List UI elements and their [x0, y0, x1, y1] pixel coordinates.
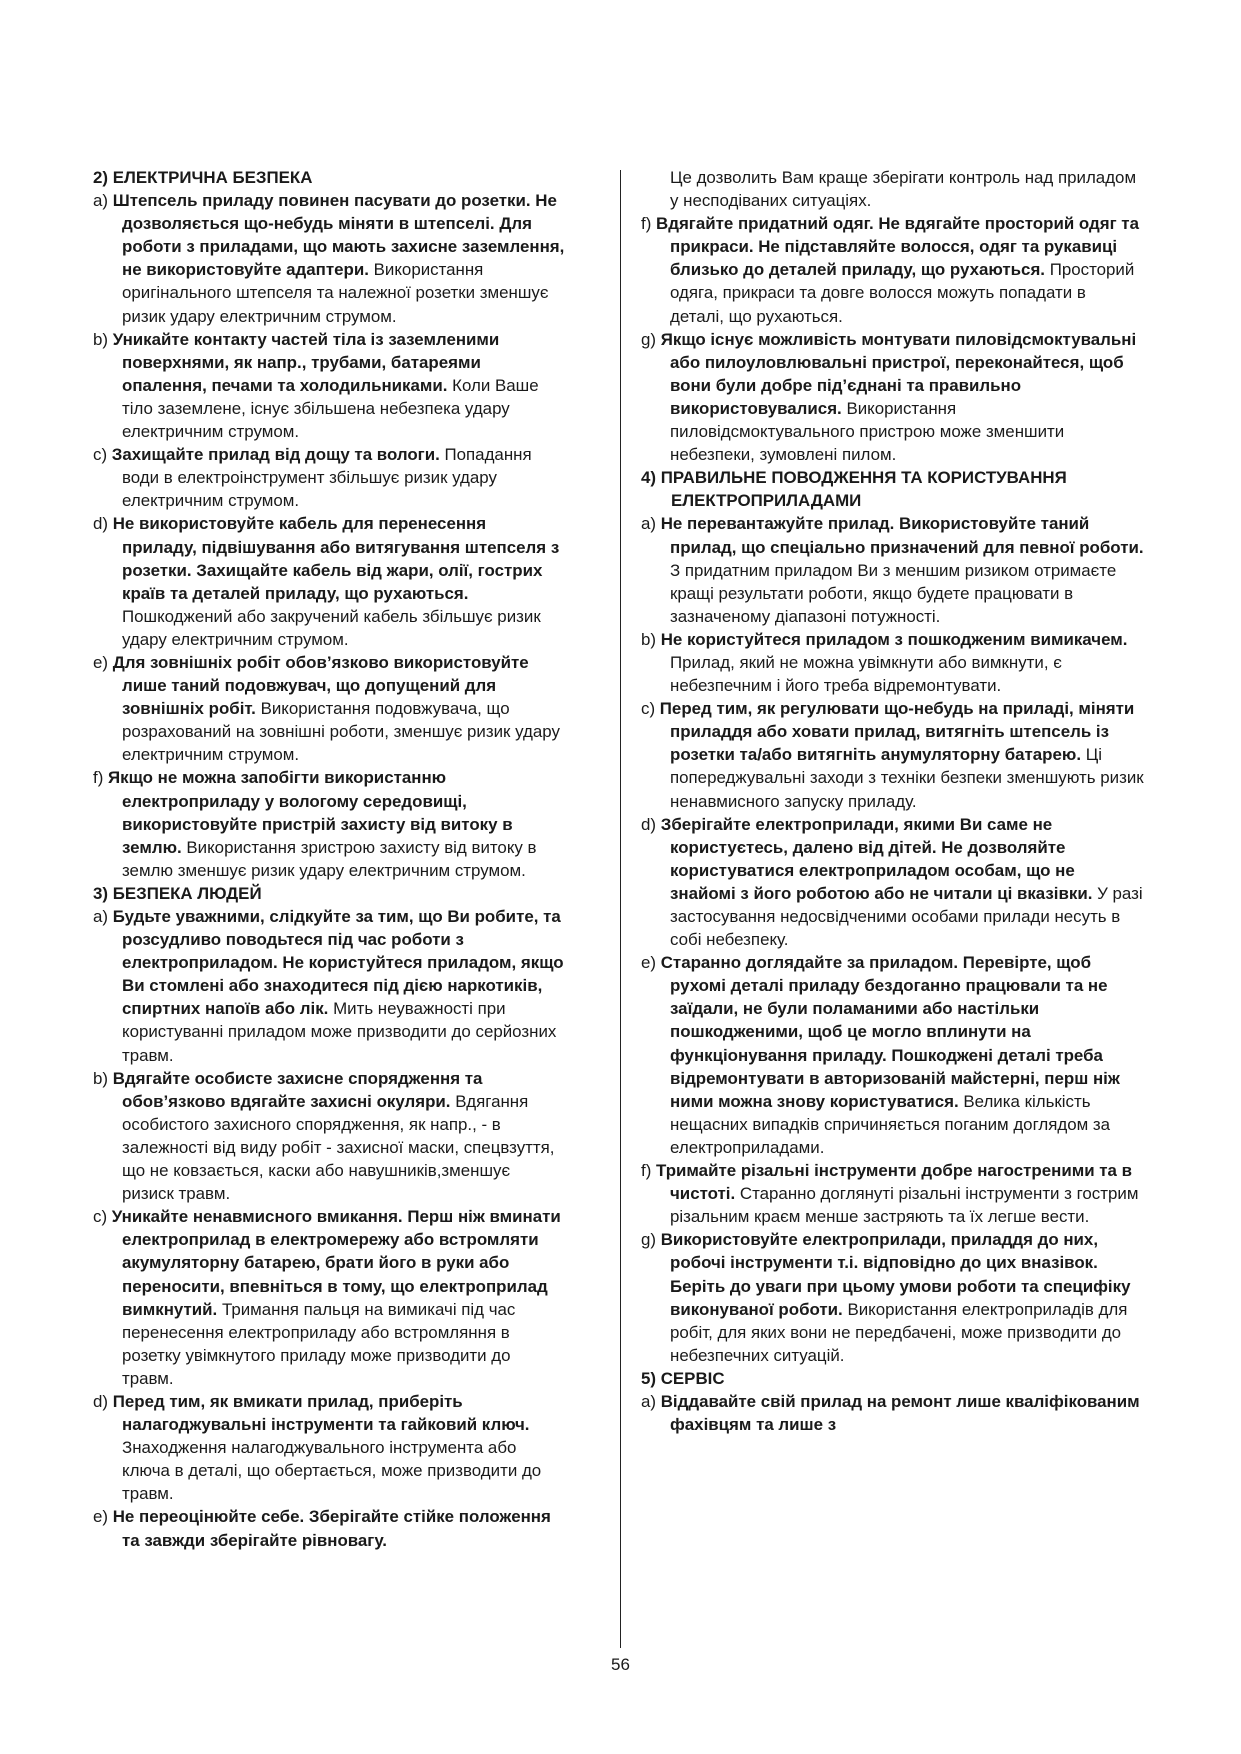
- item-bold-text: Будьте уважними, слідкуйте за тим, що Ви робите, та розсудливо поводьтеся під час роботи з електроприладом. Не користуйтеся приладом, якщо Ви стомлені або знаходитеся під дією наркотиків, спиртних напоїв або лік.: [112, 907, 564, 1019]
- item-marker: g): [641, 329, 657, 349]
- item-bold-text: Не переоцінюйте себе. Зберігайте стійке положення та завжди зберігайте рівновагу.: [112, 1507, 551, 1550]
- item-marker: e): [93, 1507, 109, 1527]
- item-normal-text: Старанно доглянуті різальні інструменти з гострим різальним краєм менше застряють та їх легше вести.: [670, 1184, 1139, 1227]
- list-item: [641, 697, 1144, 812]
- list-item: [93, 512, 565, 651]
- item-bold-text: Перед тим, як вмикати прилад, приберіть налагоджувальні інструменти та гайковий ключ.: [112, 1391, 530, 1435]
- item-bold-text: Якщо не можна запобігти використанню електроприладу у вологому середовищі, використовуйте пристрій захисту від витоку в землю.: [108, 768, 513, 857]
- list-item: [93, 443, 565, 512]
- item-bold-text: Уникайте контакту частей тіла із заземленими поверхнями, як напр., трубами, батареями опалення, печами та холодильниками.: [112, 329, 500, 395]
- list-item: [641, 512, 1144, 627]
- list-item: [93, 766, 565, 881]
- item-bold-text: Вдягайте особисте захисне спорядження та обов’язково вдягайте захисні окуляри.: [112, 1068, 483, 1111]
- item-bold-text: Використовуйте електроприлади, приладдя до них, робочі інструменти т.і. відповідно до цих вназівок. Беріть до уваги при цьому умови роботи та специфіку виконуваної роботи.: [660, 1230, 1131, 1319]
- list-item: [641, 1390, 1144, 1436]
- item-normal-text: Використання зристрою захисту від витоку в землю зменшує ризик удару електричним струмом.: [122, 837, 537, 880]
- item-marker: c): [641, 699, 656, 719]
- item-bold-text: Перед тим, як регулювати що-небудь на приладі, міняти приладдя або ховати прилад, витягніть штепсель із розетки та/або витягніть анумуляторну батарею.: [659, 699, 1135, 765]
- list-item: [93, 1205, 565, 1390]
- item-marker: g): [641, 1230, 657, 1250]
- item-bold-text: Для зовнішніх робіт обов’язково використовуйте лише таний подовжувач, що допущений для зовнішніх робіт.: [112, 652, 529, 719]
- section-heading: 5) СЕРВІС: [641, 1368, 725, 1388]
- item-bold-text: Тримайте різальні інструменти добре нагостреними та в чистоті.: [656, 1161, 1133, 1204]
- item-marker: e): [641, 953, 657, 973]
- page-number: 56: [611, 1655, 630, 1674]
- item-normal-text: Мить неуважності при користуванні приладом може призводити до серйозних травм.: [122, 999, 557, 1065]
- item-marker: c): [93, 445, 108, 465]
- item-marker: f): [93, 768, 104, 788]
- item-marker: c): [93, 1207, 108, 1227]
- item-normal-text: Знаходження налагоджувального інструмента або ключа в деталі, що обертається, може призводити до травм.: [122, 1438, 542, 1504]
- item-bold-text: Штепсель приладу повинен пасувати до розетки. Не дозволяється що-небудь міняти в штепселі. Для роботи з приладами, що мають захисне заземлення, не використовуйте адаптери.: [112, 191, 565, 280]
- item-bold-text: Зберігайте електроприлади, якими Ви саме не користуєтесь, далено від дітей. Не дозволяйте користуватися електроприладом особам, що не знайомі з його роботою або не читали ці вказівки.: [660, 814, 1093, 903]
- item-normal-text: Просторий одяга, прикраси та довге волосся можуть попадати в деталі, що рухаються.: [670, 260, 1135, 326]
- item-marker: e): [93, 652, 109, 672]
- item-bold-text: Віддавайте свій прилад на ремонт лише кваліфікованим фахівцям та лише з: [660, 1391, 1140, 1435]
- item-bold-text: Не користуйтеся приладом з пошкодженим вимикачем.: [660, 629, 1128, 649]
- item-marker: d): [93, 514, 109, 534]
- list-item: [641, 212, 1144, 327]
- section-heading: 3) БЕЗПЕКА ЛЮДЕЙ: [93, 883, 262, 903]
- list-item: [641, 628, 1144, 697]
- list-item: [641, 328, 1144, 467]
- list-item: [641, 951, 1144, 1159]
- item-bold-text: Якщо існує можливість монтувати пиловідсмоктувальні або пилоуловлювальні пристрої, переконайтеся, щоб вони були добре під’єднані та правильно використовувалися.: [660, 329, 1137, 418]
- item-marker: a): [93, 191, 109, 211]
- item-marker: b): [93, 1068, 109, 1088]
- item-normal-text: Попадання води в електроінструмент збільшує ризик удару електричним струмом.: [122, 445, 532, 511]
- item-normal-text: Використання подовжувача, що розрахований на зовнішні роботи, зменшує ризик удару електричним струмом.: [122, 699, 560, 765]
- right-column: [641, 166, 1144, 1436]
- item-marker: b): [641, 629, 657, 649]
- item-bold-text: Уникайте ненавмисного вмикання. Перш ніж вминати електроприлад в електромережу або встромляти акумуляторну батарею, брати його в руки або переносити, впевніться в тому, що електроприлад вимкнутий.: [111, 1207, 561, 1319]
- item-normal-text: Велика кількість нещасних випадків спричиняється поганим доглядом за електроприладами.: [670, 1091, 1111, 1157]
- item-normal-text: Ці попереджувальні заходи з техніки безпеки зменшують ризик ненавмисного запуску приладу.: [670, 745, 1144, 811]
- item-marker: a): [93, 907, 109, 926]
- list-item: [93, 905, 565, 1067]
- item-normal-text: Використання електроприладів для робіт, для яких вони не передбачені, може призводити до небезпечних ситуацій.: [670, 1299, 1128, 1365]
- item-normal-text: Використання оригінального штепселя та належної розетки зменшує ризик удару електричним струмом.: [122, 260, 549, 326]
- item-marker: a): [641, 1391, 657, 1411]
- item-normal-text: Використання пиловідсмоктувального пристрою може зменшити небезпеки, зумовлені пилом.: [670, 398, 1065, 465]
- item-marker: d): [93, 1391, 109, 1411]
- item-bold-text: Не перевантажуйте прилад. Використовуйте таний прилад, що спеціально призначений для певної роботи.: [660, 514, 1144, 557]
- item-normal-text: У разі застосування недосвідченими особами прилади несуть в собі небезпеку.: [670, 883, 1143, 950]
- list-item: [93, 1067, 565, 1206]
- item-marker: a): [641, 514, 657, 534]
- item-marker: d): [641, 814, 657, 834]
- left-column: [93, 166, 565, 1552]
- item-normal-text: З придатним приладом Ви з меншим ризиком отримаєте кращі результати роботи, якщо будете працювати в зазначеному діапазоні потужності.: [670, 560, 1117, 626]
- item-bold-text: Не використовуйте кабель для перенесення приладу, підвішування або витягування штепселя з розетки. Захищайте кабель від жари, олії, гострих країв та деталей приладу, що рухаються.: [112, 514, 560, 603]
- list-item: [93, 651, 565, 766]
- list-item: [93, 1505, 565, 1551]
- item-normal-text: Тримання пальця на вимикачі під час перенесення електроприладу або встромляння в розетку увімкнутого приладу може призводити до травм.: [122, 1299, 516, 1388]
- item-normal-text: Вдягання особистого захисного спорядження, як напр., - в залежності від виду робіт - захисної маски, спецвзуття, що не ковзається, каски або навушників,зменшує ризиск травм.: [122, 1091, 555, 1204]
- item-bold-text: Вдягайте придатний одяг. Не вдягайте просторий одяг та прикраси. Не підставляйте волосся, одяг та рукавиці близько до деталей приладу, що рухаються.: [656, 214, 1139, 280]
- item-marker: b): [93, 329, 109, 349]
- list-item: [93, 328, 565, 443]
- item-bold-text: Захищайте прилад від дощу та вологи.: [111, 445, 440, 465]
- list-item: [93, 1390, 565, 1505]
- column-divider: [620, 170, 621, 1648]
- item-marker: f): [641, 1161, 652, 1181]
- item-normal-text: Пошкоджений або закручений кабель збільшує ризик удару електричним струмом.: [122, 606, 541, 649]
- continued-paragraph: Це дозволить Вам краще зберігати контроль над приладом у несподіваних ситуаціях.: [670, 168, 1137, 211]
- item-normal-text: Прилад, який не можна увімкнути або вимкнути, є небезпечним і його треба відремонтувати.: [670, 652, 1062, 696]
- item-bold-text: Старанно доглядайте за приладом. Перевірте, щоб рухомі деталі приладу бездоганно працювали та не заїдали, не були поламаними або настільки пошкодженими, щоб це могло вплинути на функціонування приладу. Пошкоджені деталі треба відремонтувати в авторизованій майстерні, перш ніж ними можна знову користуватися.: [660, 953, 1120, 1111]
- section-heading: 2) ЕЛЕКТРИЧНА БЕЗПЕКА: [93, 168, 313, 187]
- item-normal-text: Коли Ваше тіло заземлене, існує збільшена небезпека удару електричним струмом.: [122, 375, 539, 442]
- list-item: [93, 189, 565, 328]
- list-item: [641, 813, 1144, 952]
- section-heading: 4) ПРАВИЛЬНЕ ПОВОДЖЕННЯ ТА КОРИСТУВАННЯ ЕЛЕКТРОПРИЛАДАМИ: [641, 468, 1067, 511]
- list-item: [641, 1228, 1144, 1367]
- list-item: [641, 1159, 1144, 1228]
- item-marker: f): [641, 214, 652, 234]
